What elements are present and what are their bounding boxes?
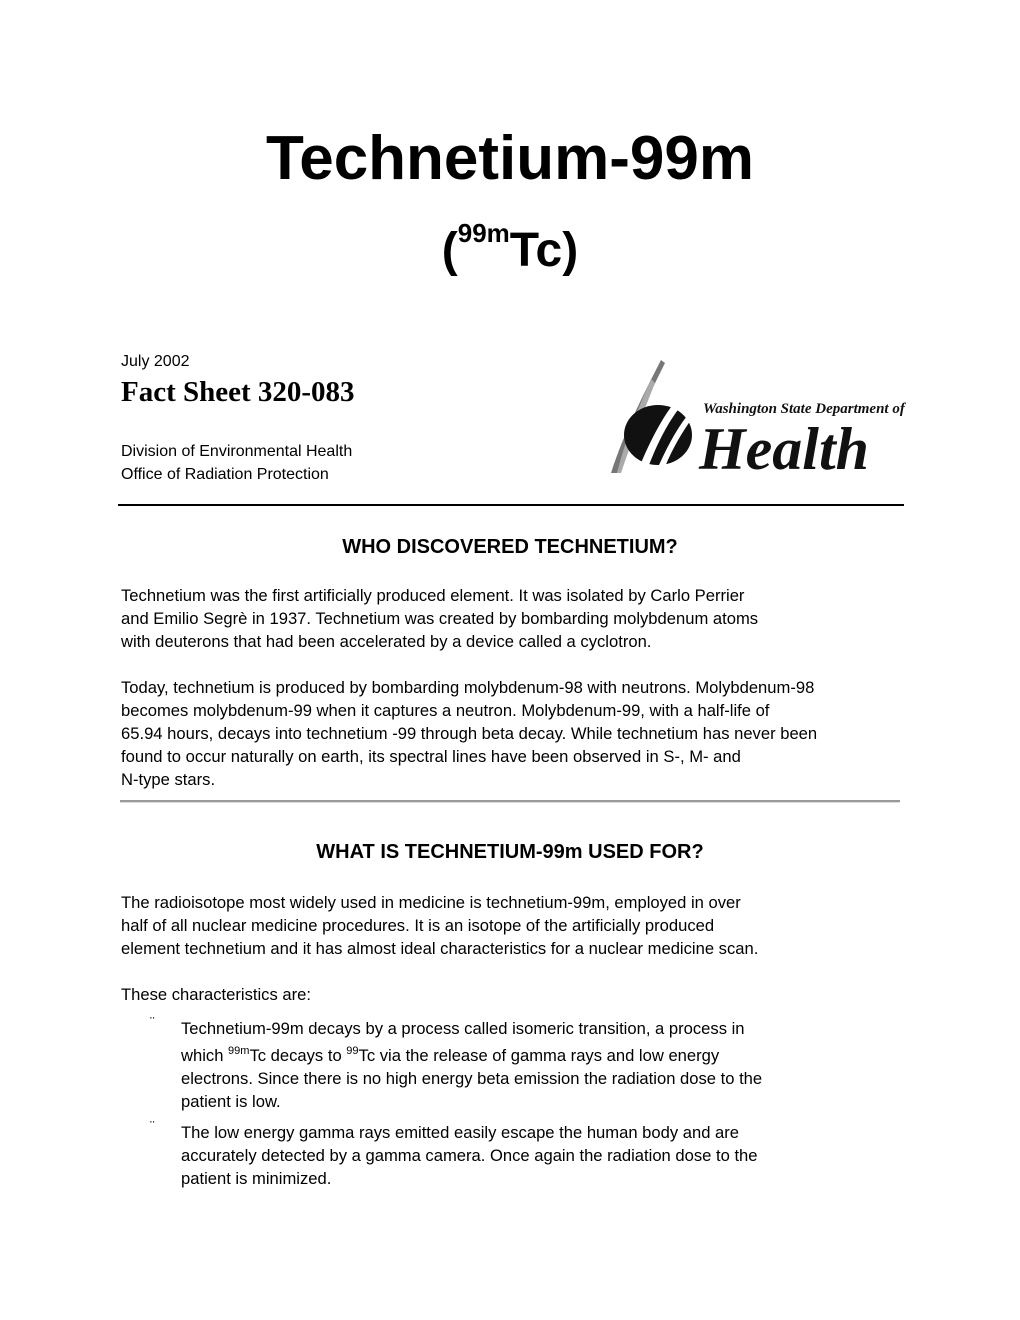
office-line: Office of Radiation Protection	[121, 466, 329, 483]
symbol-open-paren: (	[441, 224, 458, 277]
bullet-item-isomeric-transition	[181, 1017, 901, 1113]
logo-org-line: Washington State Department of	[703, 401, 905, 417]
paragraph-line: and Emilio Segrè in 1937. Technetium was created by bombarding molybdenum atoms	[121, 609, 759, 628]
bullet-line: Technetium-99m decays by a process called isomeric transition, a process in	[181, 1019, 745, 1038]
paragraph-line: N-type stars.	[121, 770, 216, 789]
fact-sheet-number: Fact Sheet 320-083	[121, 376, 355, 408]
bullet-line: electrons. Since there is no high energy beta emission the radiation dose to the	[181, 1069, 763, 1088]
publication-date: July 2002	[121, 353, 190, 370]
section-heading-uses: WHAT IS TECHNETIUM-99m USED FOR?	[316, 841, 704, 863]
health-logo-icon	[603, 355, 905, 482]
uses-paragraph	[121, 891, 921, 960]
section-divider	[120, 800, 900, 803]
paragraph-line: with deuterons that had been accelerated by a device called a cyclotron.	[121, 632, 652, 651]
symbol-mass-number: 99m	[457, 218, 510, 248]
symbol-element: Tc	[509, 224, 563, 277]
bullet-line: accurately detected by a gamma camera. Once again the radiation dose to the	[181, 1146, 758, 1165]
bullet-line: The low energy gamma rays emitted easily escape the human body and are	[181, 1123, 740, 1142]
department-of-health-logo	[603, 355, 905, 482]
paragraph-line: half of all nuclear medicine procedures. It is an isotope of the artificially produced	[121, 916, 715, 935]
bullet-icon: ¨	[150, 1014, 155, 1030]
division-info	[121, 440, 352, 486]
section-heading-discovery: WHO DISCOVERED TECHNETIUM?	[342, 536, 678, 558]
document-title: Technetium-99m	[265, 124, 755, 193]
discovery-paragraph	[121, 584, 911, 653]
paragraph-line: becomes molybdenum-99 when it captures a neutron. Molybdenum-99, with a half-life of	[121, 701, 770, 720]
paragraph-line: The radioisotope most widely used in medicine is technetium-99m, employed in over	[121, 893, 741, 912]
paragraph-line: 65.94 hours, decays into technetium -99 through beta decay. While technetium has never been	[121, 724, 818, 743]
production-paragraph	[121, 676, 991, 791]
paragraph-line: Technetium was the first artificially produced element. It was isolated by Carlo Perrier	[121, 586, 745, 605]
division-line: Division of Environmental Health	[121, 443, 353, 460]
header-divider	[118, 504, 904, 506]
paragraph-line: element technetium and it has almost ideal characteristics for a nuclear medicine scan.	[121, 939, 759, 958]
bullet-icon: ¨	[150, 1118, 155, 1134]
characteristics-intro: These characteristics are:	[121, 985, 311, 1004]
bullet-line: which $^{99m}$Tc decays to $^{99}$Tc via the release of gamma rays and low energy	[181, 1045, 720, 1065]
symbol-close-paren: )	[562, 224, 579, 277]
bullet-item-gamma-rays	[181, 1121, 901, 1190]
paragraph-line: Today, technetium is produced by bombarding molybdenum-98 with neutrons. Molybdenum-98	[121, 678, 815, 697]
bullet-line: patient is minimized.	[181, 1169, 332, 1188]
isotope-symbol	[0, 218, 1020, 278]
logo-org-word: Health	[699, 416, 870, 482]
paragraph-line: found to occur naturally on earth, its spectral lines have been observed in S-, M- and	[121, 747, 741, 766]
bullet-line: patient is low.	[181, 1092, 281, 1111]
